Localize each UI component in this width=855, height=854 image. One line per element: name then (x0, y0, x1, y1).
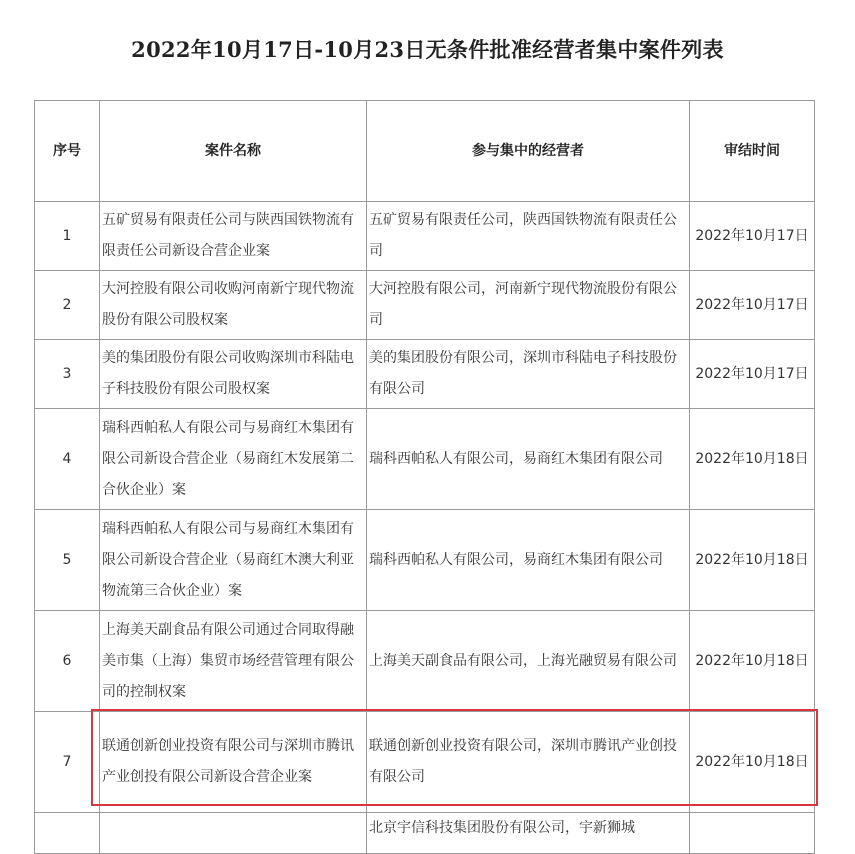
table-row (35, 510, 815, 611)
row-case-name: 瑞科西帕私人有限公司与易商红木集团有限公司新设合营企业（易商红木发展第二合伙企业）案 (100, 409, 367, 510)
table-row (35, 202, 815, 271)
table-row (35, 271, 815, 340)
row-date: 2022年10月18日 (690, 409, 815, 510)
row-parties: 上海美天副食品有限公司，上海光融贸易有限公司 (367, 611, 690, 712)
row-number: 3 (35, 340, 100, 409)
row-date: 2022年10月18日 (690, 611, 815, 712)
cases-table (34, 100, 815, 854)
row-number: 7 (35, 712, 100, 813)
row-case-name (100, 813, 367, 854)
column-header-concluded: 审结时间 (690, 101, 815, 202)
row-parties: 美的集团股份有限公司，深圳市科陆电子科技股份有限公司 (367, 340, 690, 409)
row-date (690, 813, 815, 854)
row-case-name: 联通创新创业投资有限公司与深圳市腾讯产业创投有限公司新设合营企业案 (100, 712, 367, 813)
row-parties: 瑞科西帕私人有限公司，易商红木集团有限公司 (367, 510, 690, 611)
column-header-case-name: 案件名称 (100, 101, 367, 202)
row-parties: 瑞科西帕私人有限公司，易商红木集团有限公司 (367, 409, 690, 510)
column-header-parties: 参与集中的经营者 (367, 101, 690, 202)
table-row (35, 340, 815, 409)
row-number (35, 813, 100, 854)
row-parties: 大河控股有限公司，河南新宁现代物流股份有限公司 (367, 271, 690, 340)
row-date: 2022年10月17日 (690, 340, 815, 409)
table-row (35, 813, 815, 854)
row-case-name: 瑞科西帕私人有限公司与易商红木集团有限公司新设合营企业（易商红木澳大利亚物流第三合伙企业）案 (100, 510, 367, 611)
row-parties: 北京宇信科技集团股份有限公司，宇新狮城 (367, 813, 690, 854)
row-number: 2 (35, 271, 100, 340)
row-case-name: 大河控股有限公司收购河南新宁现代物流股份有限公司股权案 (100, 271, 367, 340)
table-header-row (35, 101, 815, 202)
row-case-name: 上海美天副食品有限公司通过合同取得融美市集（上海）集贸市场经营管理有限公司的控制权案 (100, 611, 367, 712)
table-row (35, 409, 815, 510)
page-title: 2022年10月17日-10月23日无条件批准经营者集中案件列表 (131, 37, 724, 62)
row-number: 1 (35, 202, 100, 271)
row-case-name: 美的集团股份有限公司收购深圳市科陆电子科技股份有限公司股权案 (100, 340, 367, 409)
table-row-highlighted (35, 712, 815, 813)
column-header-number: 序号 (35, 101, 100, 202)
row-number: 4 (35, 409, 100, 510)
row-case-name: 五矿贸易有限责任公司与陕西国铁物流有限责任公司新设合营企业案 (100, 202, 367, 271)
row-parties: 五矿贸易有限责任公司，陕西国铁物流有限责任公司 (367, 202, 690, 271)
row-number: 6 (35, 611, 100, 712)
row-number: 5 (35, 510, 100, 611)
table-row (35, 611, 815, 712)
row-date: 2022年10月17日 (690, 271, 815, 340)
row-date: 2022年10月18日 (690, 712, 815, 813)
row-date: 2022年10月17日 (690, 202, 815, 271)
row-parties: 联通创新创业投资有限公司，深圳市腾讯产业创投有限公司 (367, 712, 690, 813)
row-date: 2022年10月18日 (690, 510, 815, 611)
